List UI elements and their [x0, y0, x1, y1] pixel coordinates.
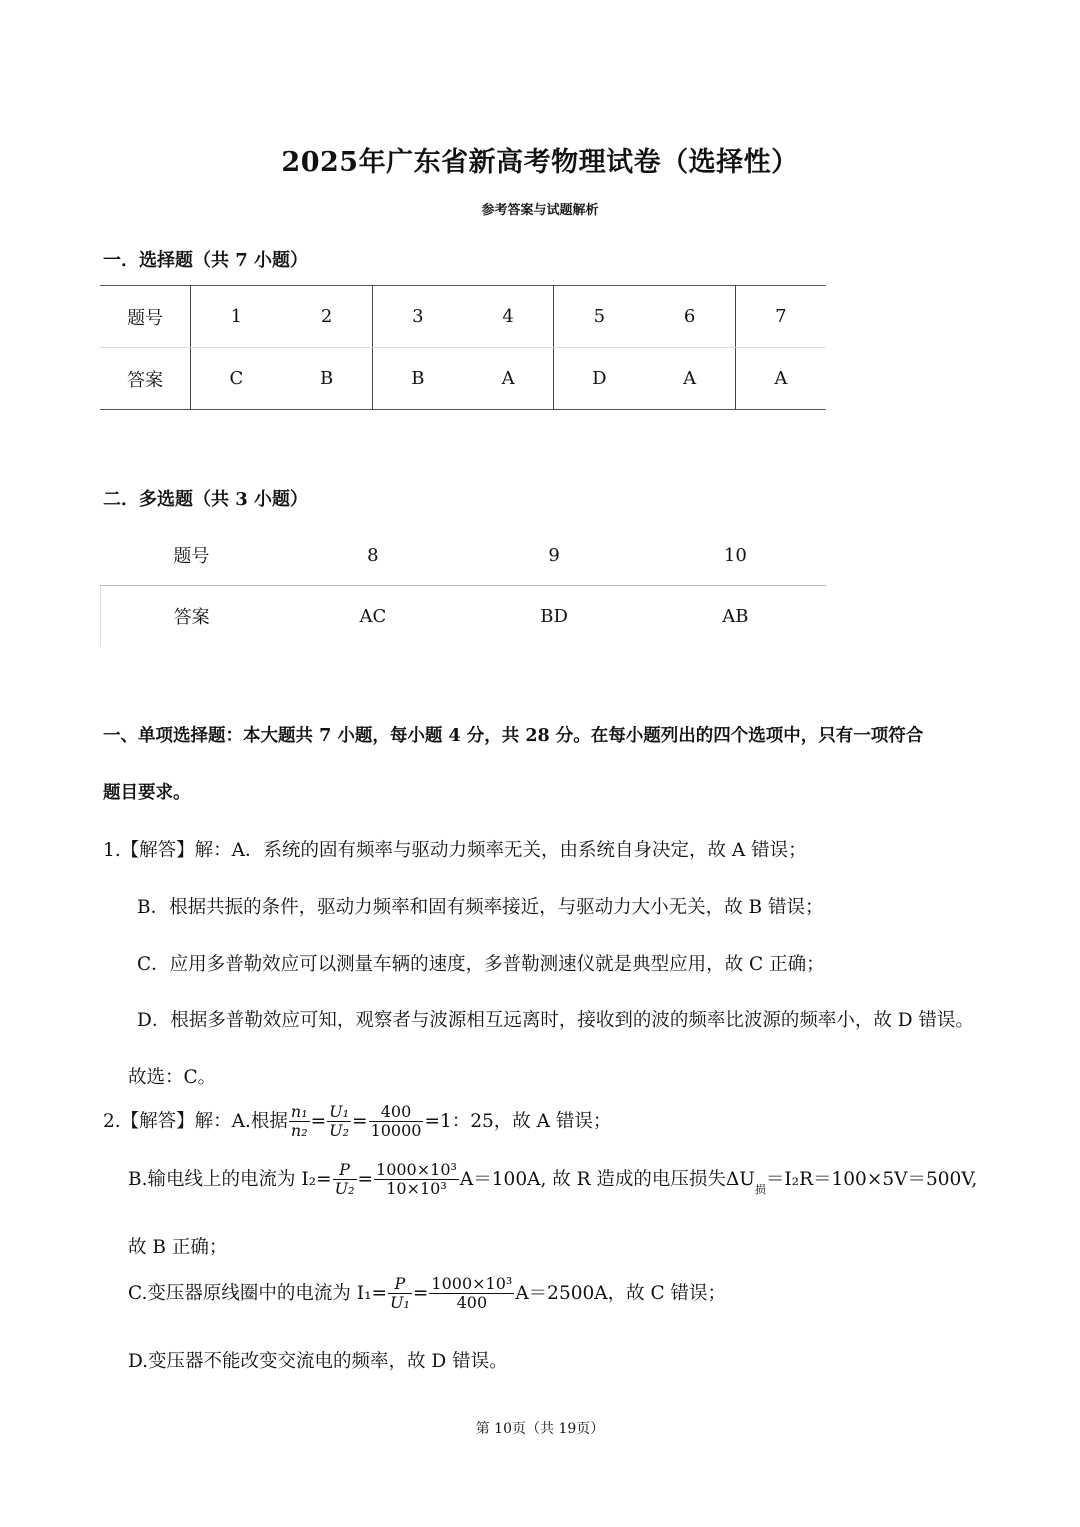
fraction-numerator: 400 [369, 1104, 424, 1122]
table-cell: 9 [463, 525, 644, 586]
part-heading-line1: 一、单项选择题：本大题共 7 小题，每小题 4 分，共 28 分。在每小题列出的四个选项中，只有一项符合 [103, 726, 924, 746]
table-row [101, 586, 827, 647]
q1-option-d: D．根据多普勒效应可知，观察者与波源相互远离时，接收到的波的频率比波源的频率小，故 D 错误。 [137, 1010, 974, 1031]
q2-prefix: 2.【解答】解： [103, 1110, 232, 1132]
page-title: 2025年广东省新高考物理试卷（选择性） [281, 147, 799, 178]
part-heading-line2: 题目要求。 [103, 783, 191, 803]
answer-table-multi [100, 525, 826, 646]
table-header-cell: 题号 [100, 286, 191, 348]
table-row [100, 348, 826, 410]
equals-sign: = [357, 1168, 374, 1190]
table-cell: BD [540, 605, 568, 627]
fraction-denominator: 10×10³ [386, 1178, 447, 1198]
table-cell: 2 [282, 286, 373, 348]
fraction-denominator: 400 [456, 1292, 488, 1312]
fraction [429, 1276, 514, 1312]
fraction-numerator: U₁ [329, 1102, 350, 1121]
fraction-denominator: n₂ [290, 1120, 308, 1140]
q1-option-c: C．应用多普勒效应可以测量车辆的速度，多普勒测速仪就是典型应用，故 C 正确； [137, 954, 825, 975]
table-cell: 3 [372, 286, 463, 348]
fraction-denominator: U₂ [334, 1178, 355, 1198]
q2-line-a [103, 1104, 611, 1140]
table-header-cell: 答案 [101, 586, 283, 647]
equals-sign: = [310, 1110, 327, 1132]
fraction-numerator: 1000×10³ [431, 1274, 513, 1293]
q2-b-end: A＝100A, 故 R 造成的电压损失ΔU [459, 1168, 755, 1190]
table-cell: D [554, 348, 645, 410]
fraction [369, 1104, 424, 1140]
table-cell: 5 [554, 286, 645, 348]
table-cell: A [735, 348, 826, 410]
table-cell: 6 [644, 286, 735, 348]
fraction [289, 1104, 310, 1140]
table-cell: 4 [463, 286, 554, 348]
q2-b-subscript: 损 [754, 1183, 766, 1197]
fraction-numerator: n₁ [290, 1102, 308, 1121]
q1-prefix: 1.【解答】解： [103, 840, 232, 861]
q2-b-start: B.输电线上的电流为 I₂= [128, 1168, 332, 1190]
table-cell: AB [722, 605, 749, 627]
table-cell: B [320, 368, 334, 389]
q1-line-a [103, 836, 807, 862]
q2-a-start: A.根据 [231, 1110, 288, 1132]
table-cell: AC [359, 605, 387, 627]
equals-sign: = [412, 1282, 429, 1304]
q1-option-a: A．系统的固有频率与驱动力频率无关，由系统自身决定，故 A 错误； [231, 840, 807, 861]
q2-line-d: D.变压器不能改变交流电的频率，故 D 错误。 [128, 1351, 508, 1372]
fraction [327, 1104, 351, 1140]
fraction-numerator: 1000×10³ [376, 1160, 457, 1179]
fraction-denominator: U₂ [329, 1120, 350, 1140]
equals-sign: = [352, 1110, 368, 1132]
fraction-denominator: U₁ [389, 1292, 410, 1312]
fraction [333, 1162, 357, 1198]
q1-option-b: B．根据共振的条件，驱动力频率和固有频率接近，与驱动力大小无关，故 B 错误； [137, 897, 824, 918]
fraction [374, 1162, 459, 1198]
table-cell: 1 [191, 286, 282, 348]
table-header-cell: 题号 [101, 525, 283, 586]
table-cell: 8 [282, 525, 463, 586]
fraction-denominator: 10000 [370, 1120, 422, 1140]
fraction-numerator: P [388, 1276, 412, 1294]
table-cell: 10 [645, 525, 826, 586]
q2-line-b [128, 1162, 977, 1198]
table-header-cell: 答案 [127, 369, 164, 391]
q2-line-c [128, 1276, 726, 1312]
answer-table-single [100, 285, 826, 410]
page-subtitle: 参考答案与试题解析 [481, 203, 599, 218]
section2-heading: 二．多选题（共 3 小题） [103, 489, 309, 510]
table-row [101, 525, 827, 586]
page-footer: 第 10页（共 19页） [475, 1421, 605, 1437]
table-cell: C [191, 348, 282, 410]
table-row [100, 286, 826, 348]
q2-c-end: A＝2500A，故 C 错误； [515, 1282, 727, 1304]
table-cell: B [372, 348, 463, 410]
table-cell: A [501, 368, 515, 389]
fraction [388, 1276, 412, 1312]
q2-b-end2: ＝I₂R＝100×5V＝500V, [765, 1168, 978, 1190]
fraction-numerator: P [333, 1162, 357, 1180]
table-cell: A [683, 368, 697, 389]
q1-choice: 故选：C。 [128, 1067, 217, 1088]
q2-b-cont: 故 B 正确； [128, 1237, 228, 1258]
section1-heading: 一．选择题（共 7 小题） [103, 250, 309, 271]
table-cell: 7 [735, 286, 826, 348]
q2-a-end: =1：25，故 A 错误； [424, 1110, 612, 1132]
q2-c-start: C.变压器原线圈中的电流为 I₁= [128, 1282, 387, 1304]
